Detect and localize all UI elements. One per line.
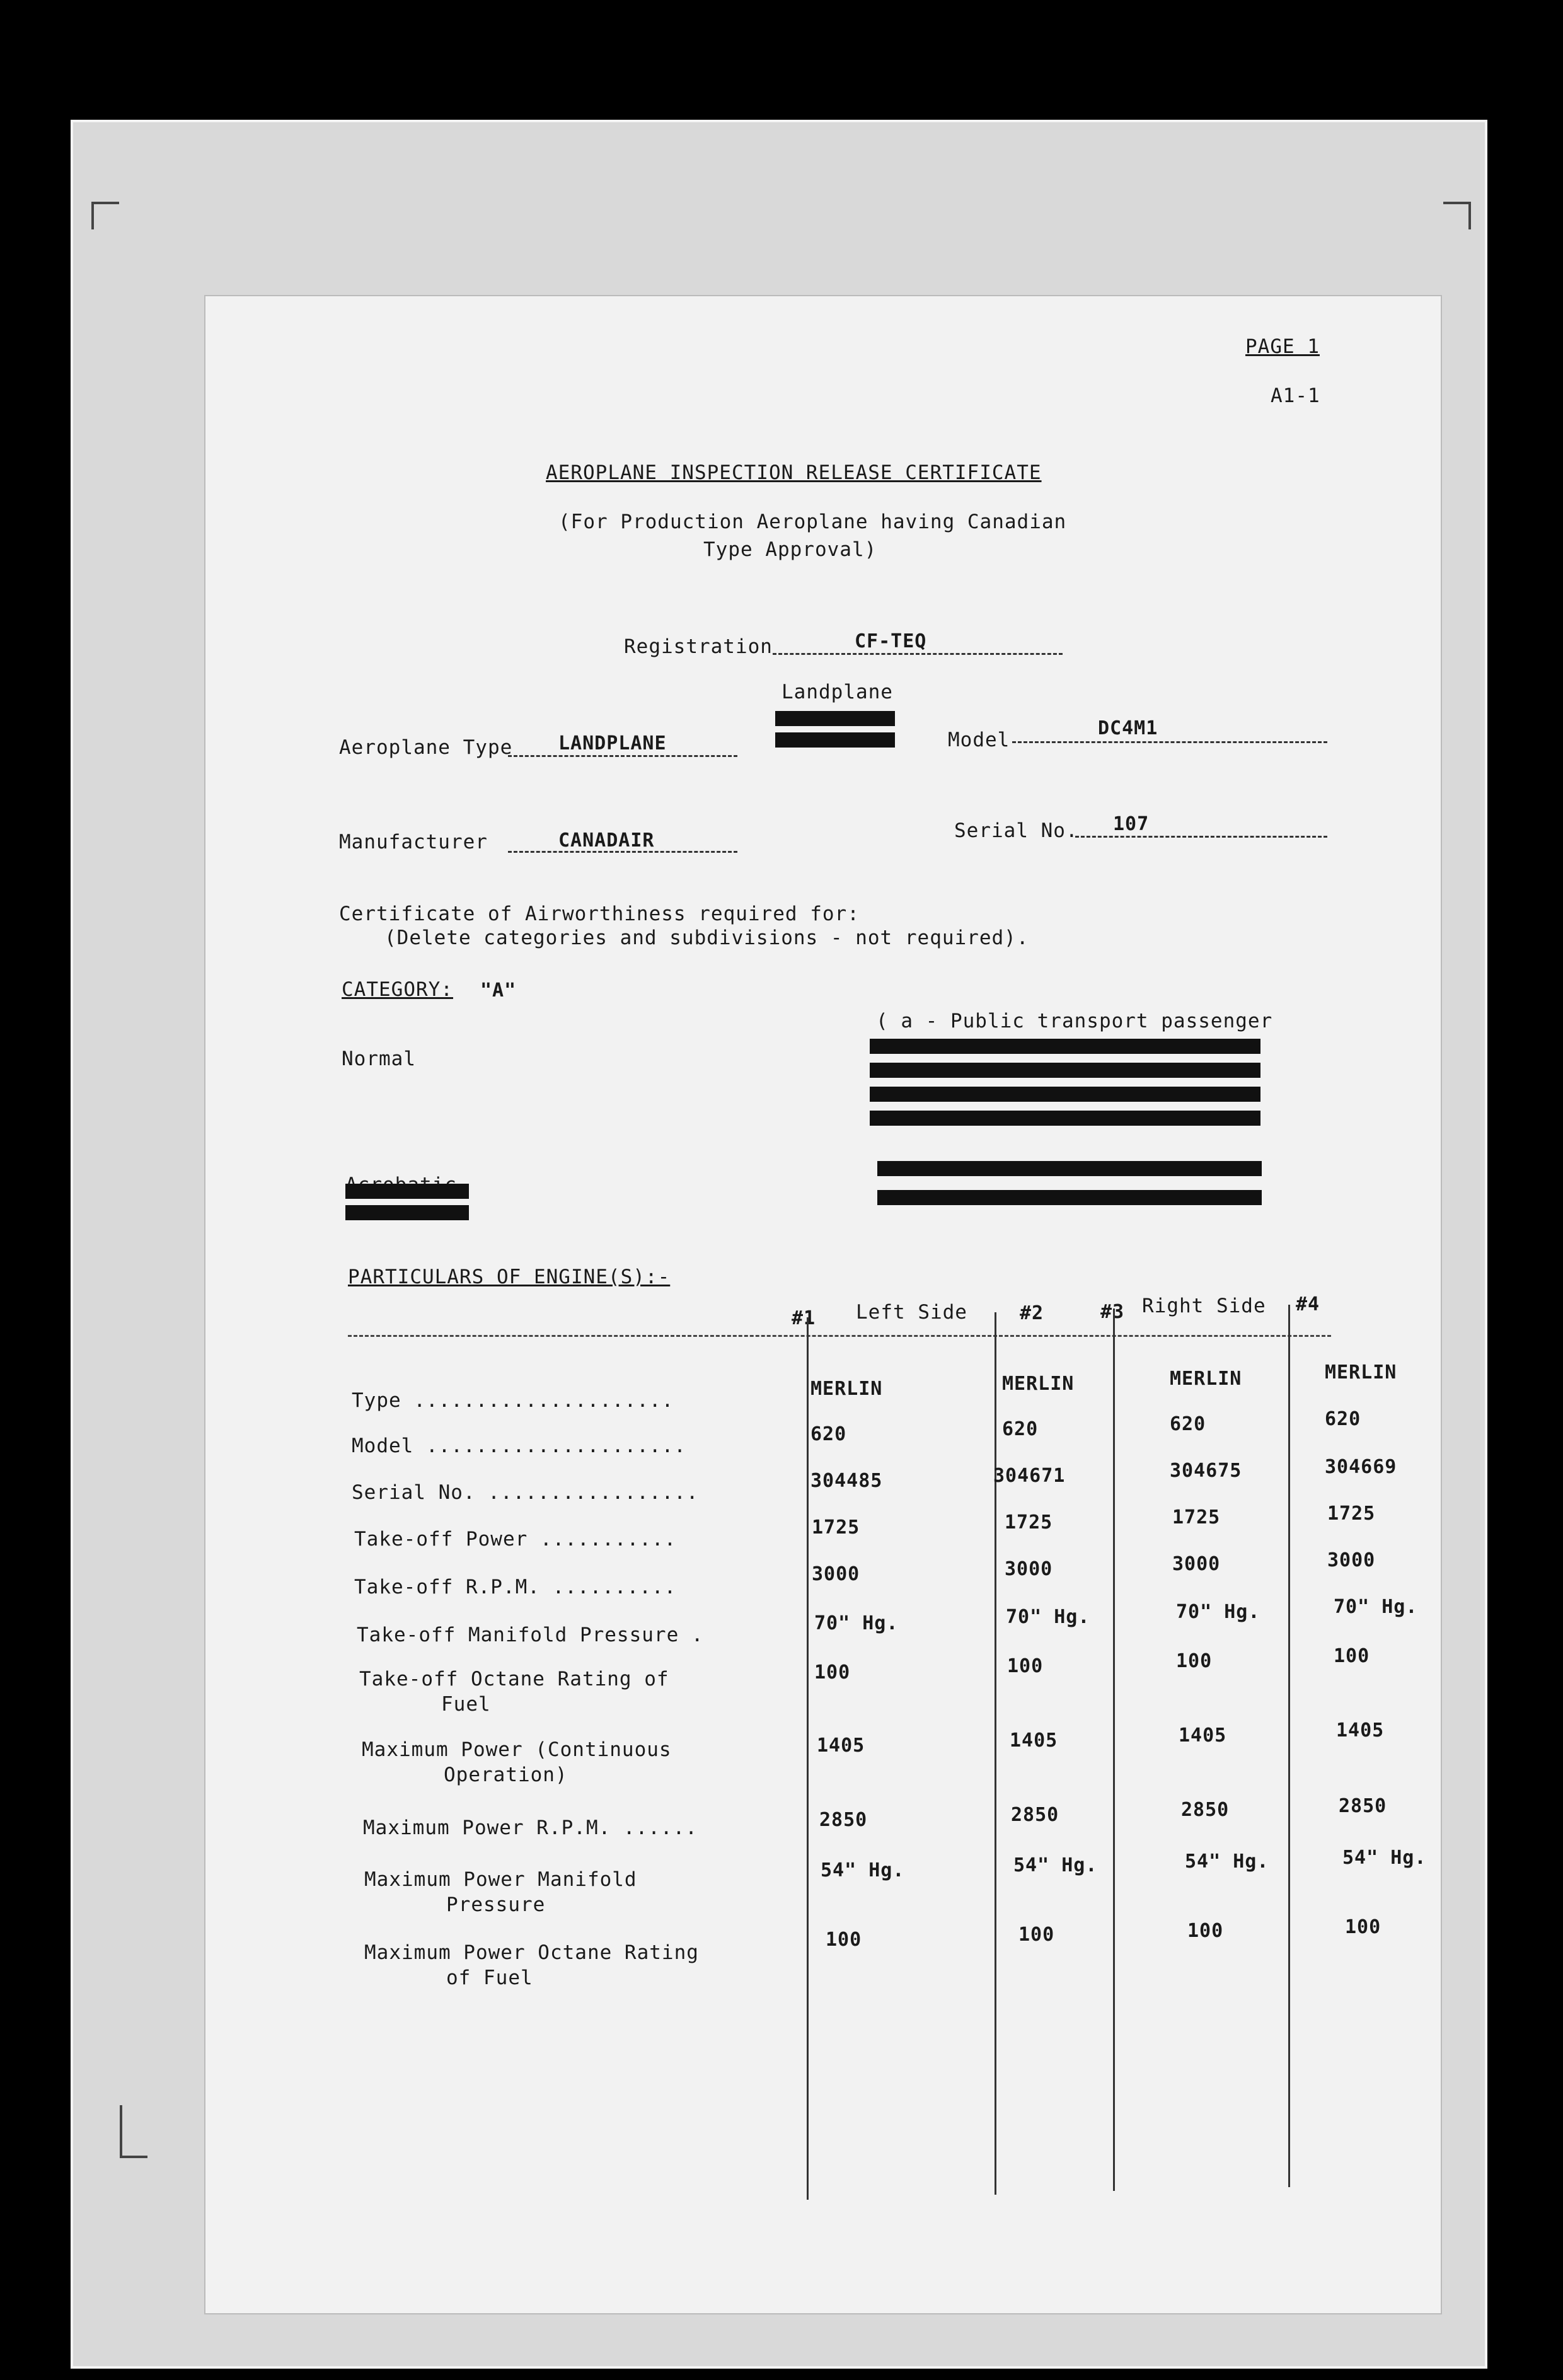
row-value: 2850 — [819, 1809, 868, 1831]
row-value: 3000 — [812, 1563, 860, 1585]
row-label: Maximum Power (Continuous — [362, 1738, 672, 1761]
row-value: 70" Hg. — [1176, 1601, 1260, 1623]
row-value: 1725 — [1327, 1503, 1376, 1525]
row-value: 1405 — [1336, 1719, 1385, 1742]
redaction-bar — [877, 1161, 1262, 1176]
row-value: 2850 — [1339, 1795, 1387, 1817]
row-label-continued: of Fuel — [446, 1967, 533, 1989]
row-value: 304675 — [1170, 1460, 1242, 1482]
row-label: Take-off Manifold Pressure . — [357, 1624, 704, 1646]
coa-line-1: Certificate of Airworthiness required for: — [339, 903, 860, 925]
row-value: 1725 — [1172, 1506, 1221, 1528]
model-label: Model — [948, 729, 1010, 751]
row-value: MERLIN — [1325, 1361, 1397, 1384]
row-value: 304485 — [810, 1470, 883, 1492]
row-value: 1405 — [817, 1735, 865, 1757]
subtitle-line-2: Type Approval) — [703, 538, 877, 561]
row-value: 1725 — [812, 1516, 860, 1539]
column-divider — [1288, 1305, 1290, 2187]
row-value: 54" Hg. — [821, 1859, 905, 1881]
row-value: 100 — [814, 1661, 851, 1684]
row-label: Maximum Power R.P.M. ...... — [363, 1817, 698, 1839]
certificate-title: AEROPLANE INSPECTION RELEASE CERTIFICATE — [546, 461, 1042, 484]
row-label-continued: Pressure — [446, 1893, 546, 1916]
left-side-label: Left Side — [856, 1301, 967, 1324]
row-value: 100 — [1345, 1916, 1381, 1938]
particulars-label: PARTICULARS OF ENGINE(S):- — [348, 1266, 671, 1288]
engine-4-header: #4 — [1296, 1293, 1320, 1315]
model-underline — [1012, 741, 1327, 743]
row-label: Model ..................... — [352, 1435, 686, 1457]
column-divider — [1113, 1308, 1115, 2191]
row-value: 2850 — [1181, 1799, 1230, 1821]
subtitle-line-1: (For Production Aeroplane having Canadian — [558, 511, 1067, 533]
row-value: 70" Hg. — [1006, 1606, 1090, 1628]
row-value: 2850 — [1011, 1804, 1059, 1826]
subdivision-a: ( a - Public transport passenger — [876, 1010, 1273, 1032]
manufacturer-underline — [508, 851, 737, 853]
redaction-bar — [870, 1063, 1260, 1078]
row-value: 3000 — [1172, 1553, 1221, 1575]
row-value: 100 — [826, 1929, 862, 1951]
corner-mark — [120, 2105, 147, 2158]
redaction-bar — [877, 1190, 1262, 1205]
aeroplane-type-value: LANDPLANE — [558, 732, 667, 754]
category-label: CATEGORY: — [342, 978, 453, 1001]
row-value: 304671 — [993, 1465, 1066, 1487]
normal-label: Normal — [342, 1048, 416, 1070]
redaction-bar — [775, 711, 895, 726]
row-value: MERLIN — [1002, 1373, 1075, 1395]
aeroplane-type-label: Aeroplane Type — [339, 736, 513, 759]
table-header-rule — [348, 1335, 1331, 1337]
manufacturer-label: Manufacturer — [339, 831, 488, 853]
row-value: 620 — [1002, 1418, 1039, 1440]
row-label: Maximum Power Octane Rating — [364, 1941, 699, 1964]
row-label: Take-off R.P.M. .......... — [354, 1576, 677, 1598]
coa-line-2: (Delete categories and subdivisions - not required). — [384, 927, 1029, 949]
manufacturer-value: CANADAIR — [558, 829, 655, 852]
model-value: DC4M1 — [1098, 717, 1158, 739]
row-value: 54" Hg. — [1013, 1854, 1098, 1876]
page-number: PAGE 1 — [1245, 335, 1320, 358]
aeroplane-type-underline — [508, 755, 737, 757]
certificate-page — [205, 296, 1441, 2313]
row-value: 1405 — [1010, 1730, 1058, 1752]
row-value: 70" Hg. — [814, 1612, 899, 1634]
serial-value: 107 — [1113, 813, 1150, 835]
engine-3-header: #3 — [1100, 1301, 1125, 1323]
row-value: 620 — [1325, 1408, 1361, 1430]
corner-mark — [1443, 202, 1471, 229]
row-value: 100 — [1176, 1650, 1213, 1672]
row-value: 100 — [1187, 1920, 1224, 1942]
row-label-continued: Operation) — [444, 1764, 568, 1786]
registration-label: Registration — [624, 635, 773, 658]
serial-underline — [1075, 836, 1327, 838]
row-value: 1405 — [1179, 1724, 1227, 1747]
column-divider — [995, 1312, 996, 2195]
category-value: "A" — [480, 979, 517, 1002]
column-divider — [807, 1317, 809, 2200]
redaction-bar — [870, 1111, 1260, 1126]
registration-value: CF-TEQ — [855, 630, 927, 652]
row-value: 54" Hg. — [1185, 1851, 1269, 1873]
row-label: Maximum Power Manifold — [364, 1868, 637, 1891]
redaction-bar — [775, 732, 895, 748]
serial-label: Serial No. — [954, 819, 1078, 842]
row-value: 3000 — [1327, 1549, 1376, 1571]
redaction-bar — [870, 1087, 1260, 1102]
row-value: 54" Hg. — [1342, 1847, 1427, 1869]
aeroplane-type-option: Landplane — [782, 681, 893, 703]
row-value: 1725 — [1005, 1511, 1053, 1534]
row-value: 100 — [1018, 1924, 1055, 1946]
registration-underline — [773, 653, 1063, 655]
row-value: 3000 — [1005, 1558, 1053, 1580]
document-ref: A1-1 — [1271, 384, 1320, 407]
corner-mark — [91, 202, 119, 229]
row-value: 100 — [1007, 1655, 1044, 1677]
row-value: 70" Hg. — [1334, 1596, 1418, 1618]
row-value: 100 — [1334, 1645, 1370, 1667]
row-value: 620 — [1170, 1413, 1206, 1435]
row-label: Serial No. ................. — [352, 1481, 699, 1504]
row-label: Take-off Power ........... — [354, 1528, 677, 1551]
redaction-bar — [870, 1039, 1260, 1054]
right-side-label: Right Side — [1142, 1295, 1266, 1317]
row-value: MERLIN — [1170, 1368, 1242, 1390]
row-label-continued: Fuel — [441, 1693, 491, 1716]
row-value: 620 — [810, 1423, 847, 1445]
redaction-bar — [345, 1184, 469, 1199]
engine-1-header: #1 — [792, 1307, 816, 1329]
engine-2-header: #2 — [1020, 1302, 1044, 1324]
row-label: Type ..................... — [352, 1389, 674, 1412]
row-value: MERLIN — [810, 1378, 883, 1400]
row-value: 304669 — [1325, 1456, 1397, 1478]
redaction-bar — [345, 1205, 469, 1220]
row-label: Take-off Octane Rating of — [359, 1668, 669, 1690]
